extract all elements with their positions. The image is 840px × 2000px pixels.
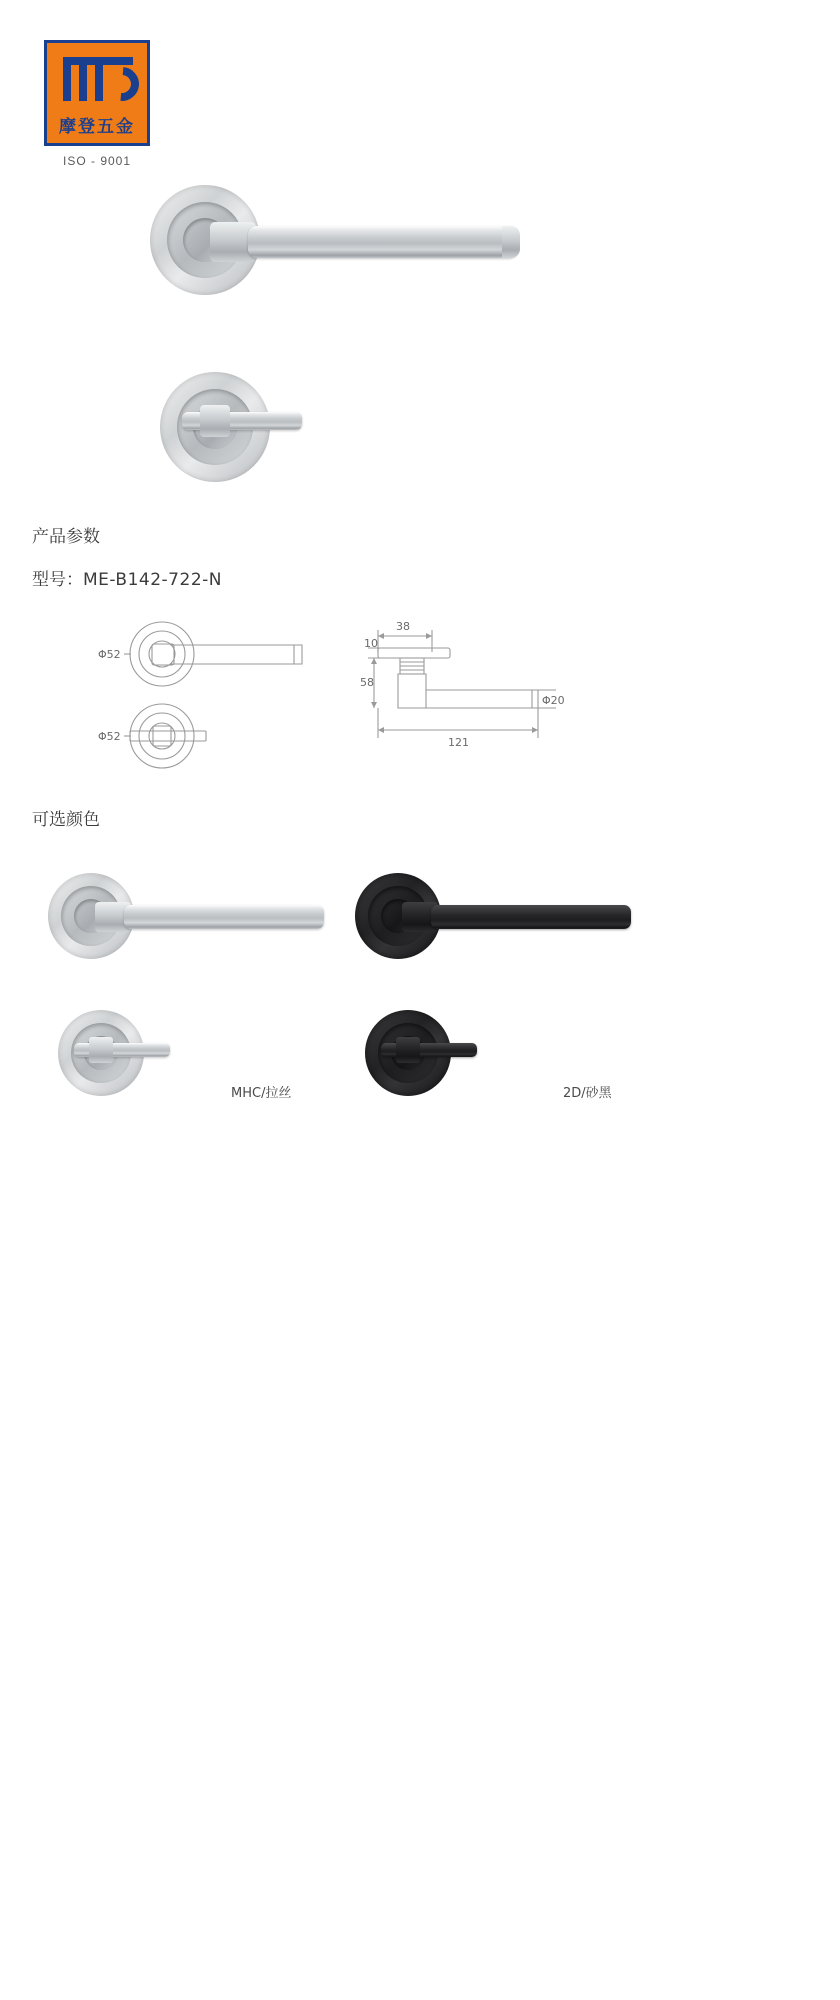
color-variant-2d-back [365,1010,495,1100]
svg-text:Φ52: Φ52 [98,730,121,743]
model-value: ME-B142-722-N [83,570,222,590]
section-heading-parameters: 产品参数 [32,527,100,547]
brand-logo-block [44,40,150,168]
lever-end-cap [502,226,520,258]
svg-text:121: 121 [448,736,469,749]
lever-hub [200,405,230,437]
svg-text:10: 10 [364,637,378,650]
color-variant-mhc-front [48,868,338,968]
lever-bar [248,226,518,258]
section-heading-colors: 可选颜色 [32,810,100,830]
product-image-front-view [150,175,550,305]
color-variant-mhc-back [58,1010,188,1100]
product-image-back-view [160,372,310,492]
color-label-2d: 2D/砂黑 [563,1086,612,1101]
svg-text:38: 38 [396,620,410,633]
technical-drawing-right [360,612,610,782]
model-number-line [32,565,222,590]
logo-chinese-name: 摩登五金 [59,117,135,137]
svg-text:Φ52: Φ52 [98,648,121,661]
lever-bar [124,905,324,929]
technical-drawing-left [90,612,350,782]
color-label-mhc: MHC/拉丝 [231,1086,292,1101]
color-variant-2d-front [355,868,645,968]
logo-mark-icon [59,53,141,105]
model-label: 型号： [32,570,83,590]
svg-text:58: 58 [360,676,374,689]
svg-text:Φ20: Φ20 [542,694,565,707]
lever-bar [431,905,631,929]
lever-hub [89,1037,113,1063]
lever-hub [396,1037,420,1063]
logo-badge [44,40,150,146]
iso-certification-text: ISO - 9001 [62,154,132,168]
